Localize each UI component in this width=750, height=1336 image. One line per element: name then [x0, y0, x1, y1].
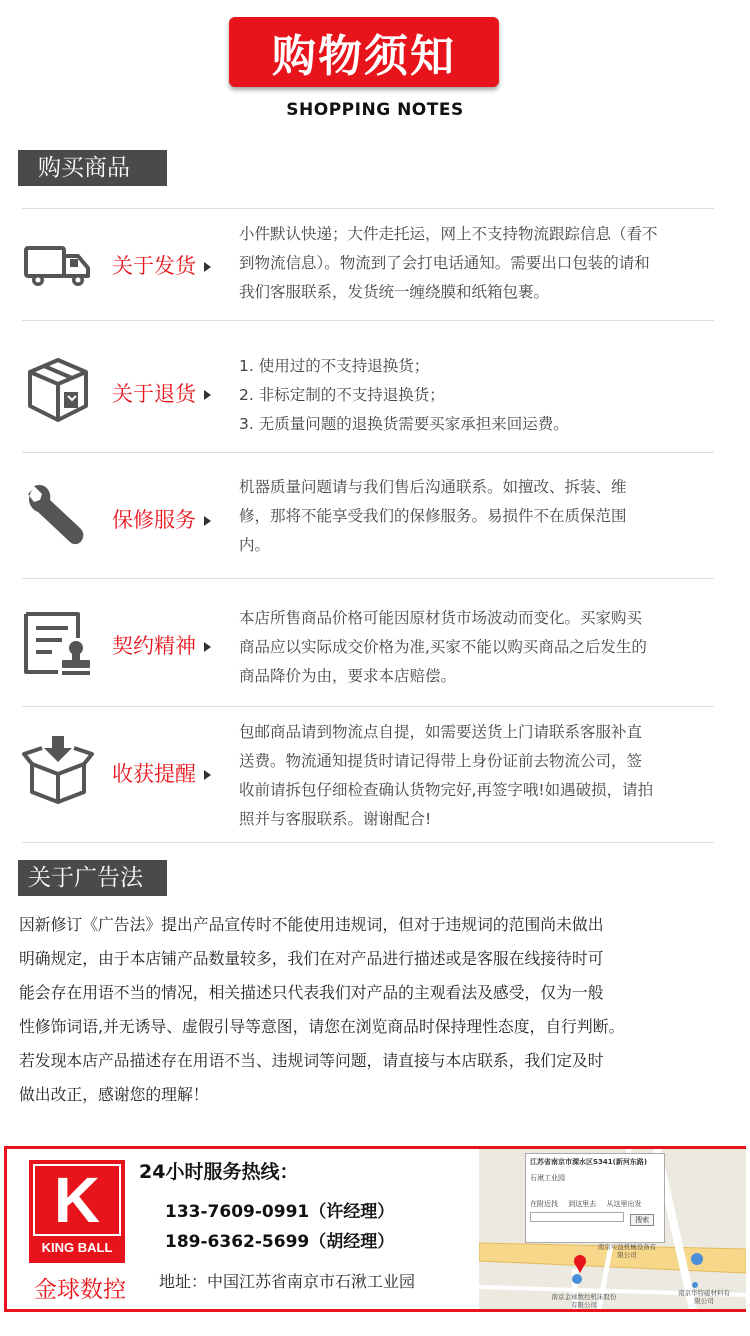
page-subtitle: SHOPPING NOTES [286, 100, 464, 120]
row-divider [22, 842, 714, 843]
contact-footer [4, 1146, 746, 1312]
row-divider [22, 320, 714, 321]
row-text-line: 照并与客服联系。谢谢配合! [239, 810, 432, 828]
row-text-line: 本店所售商品价格可能因原材货市场波动而变化。买家购买 [239, 609, 643, 627]
title-banner [229, 17, 499, 87]
map-search-input[interactable] [530, 1212, 624, 1222]
map-label-2: 南京金球数控机床股份有限公司 [551, 1293, 617, 1309]
map-search-button[interactable]: 搜索 [630, 1214, 654, 1226]
map-label-3: 南京华特磁材料有限公司 [678, 1289, 730, 1305]
row-text-line: 内。 [239, 536, 271, 554]
phone-number-2[interactable]: 189-6362-5699（胡经理） [165, 1232, 395, 1252]
row-text-line: 修，那将不能享受我们的保修服务。易损件不在质保范围 [239, 507, 627, 525]
row-divider [22, 452, 714, 453]
phone-number-1[interactable]: 133-7609-0991（许经理） [165, 1202, 395, 1222]
row-text-line: 商品应以实际成交价格为准,买家不能以购买商品之后发生的 [239, 638, 647, 656]
row-text-line: 1. 使用过的不支持退换货； [239, 357, 430, 375]
package-icon [22, 354, 94, 426]
hotline-label: 24小时服务热线： [139, 1161, 299, 1183]
ad-law-line: 做出改正，感谢您的理解！ [19, 1085, 209, 1104]
row-text-line: 2. 非标定制的不支持退换货； [239, 386, 445, 404]
truck-icon [22, 228, 94, 300]
row-text-line: 我们客服联系，发货统一缠绕膜和纸箱包裹。 [239, 283, 550, 301]
row-text-line: 包邮商品请到物流点自提，如需要送货上门请联系客服补直 [239, 723, 643, 741]
row-title: 收获提醒 [112, 758, 232, 788]
wrench-icon [22, 478, 94, 550]
contract-stamp-icon [22, 608, 94, 680]
address: 地址：中国江苏省南京市石湫工业园 [159, 1272, 416, 1291]
ad-law-line: 能会存在用语不当的情况，相关描述只代表我们对产品的主观看法及感受，仅为一般 [19, 983, 604, 1002]
location-map[interactable] [479, 1149, 746, 1309]
section-tag-purchase: 购买商品 [18, 150, 167, 186]
map-action-from[interactable]: 从这里出发 [606, 1200, 642, 1208]
ad-law-text [19, 908, 749, 1112]
logo-letter: K [53, 1164, 101, 1236]
row-text-line: 小件默认快递；大件走托运，网上不支持物流跟踪信息（看不 [239, 225, 658, 243]
row-text [239, 352, 719, 439]
row-text [239, 473, 719, 560]
row-divider [22, 208, 714, 209]
row-title: 保修服务 [112, 504, 232, 534]
king-ball-logo [29, 1160, 125, 1263]
brand-name: 金球数控 [34, 1277, 126, 1303]
row-title: 关于发货 [112, 250, 232, 280]
map-action-nearby[interactable]: 在附近找 [530, 1200, 558, 1208]
page-title: 购物须知 [272, 31, 456, 82]
row-text-line: 机器质量问题请与我们售后沟通联系。如擅改、拆装、维 [239, 478, 627, 496]
section-tag-ad-law: 关于广告法 [18, 860, 167, 896]
row-title: 契约精神 [112, 630, 232, 660]
row-divider [22, 706, 714, 707]
map-label-1: 南京实益机械设备有限公司 [597, 1243, 657, 1259]
map-info-popup [525, 1153, 665, 1243]
row-text [239, 604, 719, 691]
open-box-icon [22, 734, 94, 806]
logo-text: KING BALL [41, 1240, 113, 1255]
row-text [239, 220, 719, 307]
row-text-line: 3. 无质量问题的退换货需要买家承担来回运费。 [239, 415, 569, 433]
map-popup-title: 江苏省南京市溧水区S341(新河东路) [530, 1158, 648, 1166]
ad-law-line: 明确规定，由于本店铺产品数量较多，我们在对产品进行描述或是客服在线接待时可 [19, 949, 604, 968]
row-divider [22, 578, 714, 579]
ad-law-line: 若发现本店产品描述存在用语不当、违规词等问题，请直接与本店联系，我们定及时 [19, 1051, 604, 1070]
row-text-line: 送费。物流通知提货时请记得带上身份证前去物流公司，签 [239, 752, 643, 770]
row-text-line: 商品降价为由，要求本店赔偿。 [239, 667, 457, 685]
ad-law-line: 因新修订《广告法》提出产品宣传时不能使用违规词，但对于违规词的范围尚未做出 [19, 915, 604, 934]
map-popup-name: 石湫工业园 [530, 1174, 565, 1182]
row-text [239, 718, 719, 834]
row-title: 关于退货 [112, 378, 232, 408]
map-action-goto[interactable]: 到这里去 [568, 1200, 597, 1208]
row-text-line: 收前请拆包仔细检查确认货物完好,再签字哦!如遇破损，请拍 [239, 781, 654, 799]
ad-law-line: 性修饰词语,并无诱导、虚假引导等意图，请您在浏览商品时保持理性态度，自行判断。 [19, 1017, 625, 1036]
row-text-line: 到物流信息）。物流到了会打电话通知。需要出口包装的请和 [239, 254, 650, 272]
